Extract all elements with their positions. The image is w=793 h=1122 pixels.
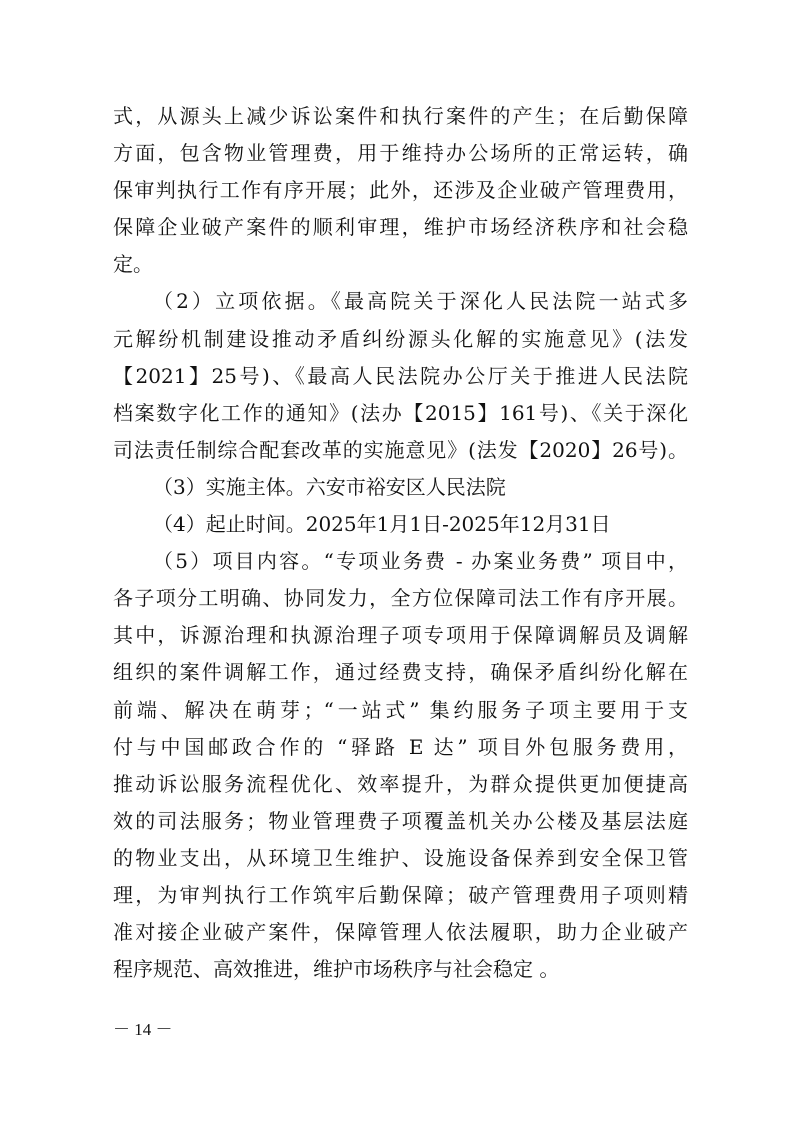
text-line: （3）实施主体。六安市裕安区人民法院 [153, 474, 506, 499]
page-number: － 14 － [113, 1020, 173, 1039]
text-line: 准对接企业破产案件，保障管理人依法履职，助力企业破产 [113, 920, 688, 945]
text-line: 司法责任制综合配套改革的实施意见》(法发【2020】26号)。 [113, 437, 688, 462]
text-line: 程序规范、高效推进，维护市场秩序与社会稳定 。 [113, 957, 560, 982]
text-line: 各子项分工明确、协同发力，全方位保障司法工作有序开展。 [113, 586, 688, 611]
text-line: 理，为审判执行工作筑牢后勤保障；破产管理费用子项则精 [113, 882, 688, 907]
text-line: 付与中国邮政合作的 “驿路 E 达” 项目外包服务费用， [113, 734, 688, 759]
text-line: 其中，诉源治理和执源治理子项专项用于保障调解员及调解 [113, 623, 688, 648]
text-line: （4）起止时间。2025年1月1日-2025年12月31日 [153, 512, 611, 537]
text-line: 前端、解决在萌芽；“一站式” 集约服务子项主要用于支 [113, 697, 688, 722]
text-line: 式，从源头上减少诉讼案件和执行案件的产生；在后勤保障 [113, 104, 688, 128]
text-line: （5）项目内容。“专项业务费 - 办案业务费” 项目中， [153, 549, 688, 574]
text-line: 效的司法服务；物业管理费子项覆盖机关办公楼及基层法庭 [113, 808, 688, 833]
text-line: （2）立项依据。《最高院关于深化人民法院一站式多 [153, 289, 688, 314]
text-line: 【2021】25号)、《最高人民法院办公厅关于推进人民法院 [113, 363, 688, 388]
text-line: 保审判执行工作有序开展；此外，还涉及企业破产管理费用， [113, 178, 688, 203]
text-line: 推动诉讼服务流程优化、效率提升，为群众提供更加便捷高 [113, 771, 688, 796]
text-line: 的物业支出，从环境卫生维护、设施设备保养到安全保卫管 [113, 845, 688, 870]
text-line: 元解纷机制建设推动矛盾纠纷源头化解的实施意见》(法发 [113, 326, 688, 351]
text-line: 定。 [113, 252, 153, 277]
text-line: 组织的案件调解工作，通过经费支持，确保矛盾纠纷化解在 [113, 660, 688, 685]
text-line: 档案数字化工作的通知》(法办【2015】161号)、《关于深化 [113, 400, 688, 425]
text-line: 方面，包含物业管理费，用于维持办公场所的正常运转，确 [113, 141, 688, 166]
text-line: 保障企业破产案件的顺利审理，维护市场经济秩序和社会稳 [113, 215, 688, 240]
body-text [113, 98, 688, 988]
